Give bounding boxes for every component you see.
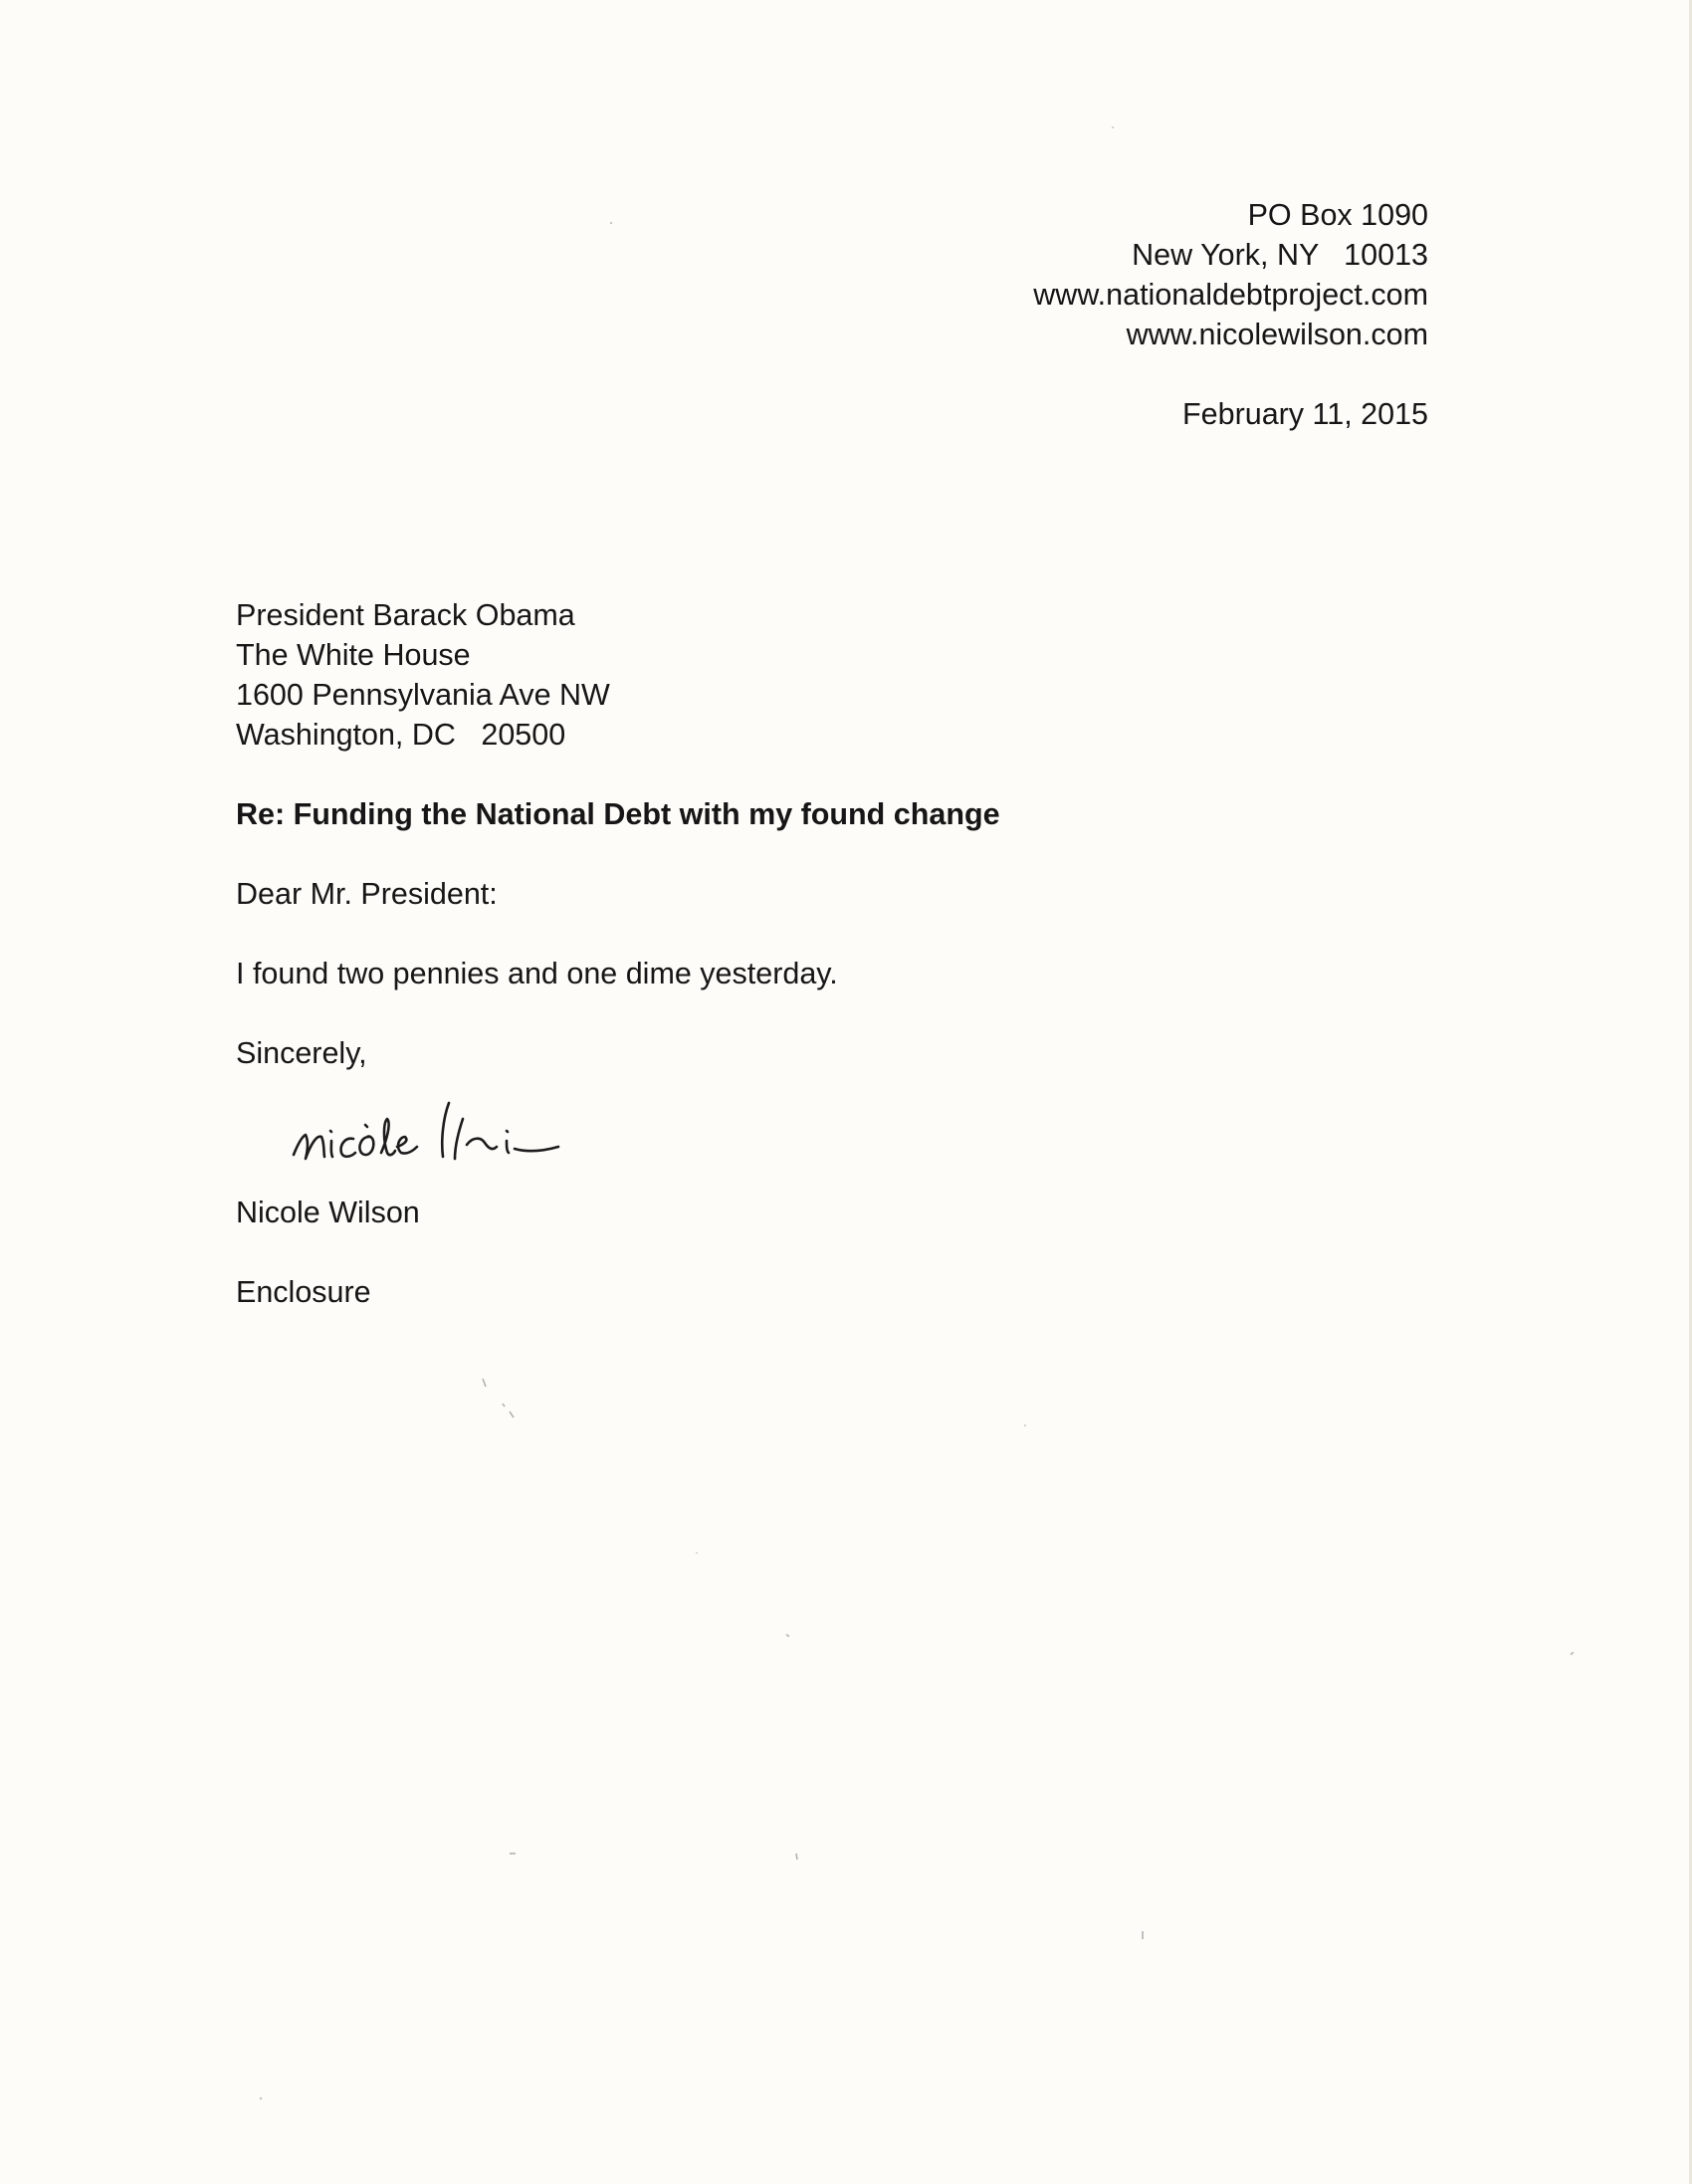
recipient-address-block — [236, 595, 610, 755]
sender-city-state-zip: New York, NY 10013 — [1132, 238, 1428, 272]
sender-website-personal: www.nicolewilson.com — [1126, 318, 1428, 351]
letter-date: February 11, 2015 — [1182, 397, 1428, 431]
subject-line: Re: Funding the National Debt with my found change — [236, 797, 1000, 831]
recipient-organization: The White House — [236, 638, 471, 672]
enclosure-note: Enclosure — [236, 1275, 371, 1309]
signer-name: Nicole Wilson — [236, 1196, 420, 1229]
sender-website-national-debt: www.nationaldebtproject.com — [1033, 278, 1428, 312]
recipient-street: 1600 Pennsylvania Ave NW — [236, 678, 610, 712]
closing: Sincerely, — [236, 1036, 367, 1070]
recipient-name: President Barack Obama — [236, 598, 575, 632]
recipient-city-state-zip: Washington, DC 20500 — [236, 718, 566, 752]
letter-body: I found two pennies and one dime yesterday. — [236, 957, 838, 990]
handwritten-signature — [284, 1075, 622, 1185]
salutation: Dear Mr. President: — [236, 877, 498, 911]
sender-address-block — [1033, 195, 1428, 354]
sender-po-box: PO Box 1090 — [1247, 198, 1428, 232]
